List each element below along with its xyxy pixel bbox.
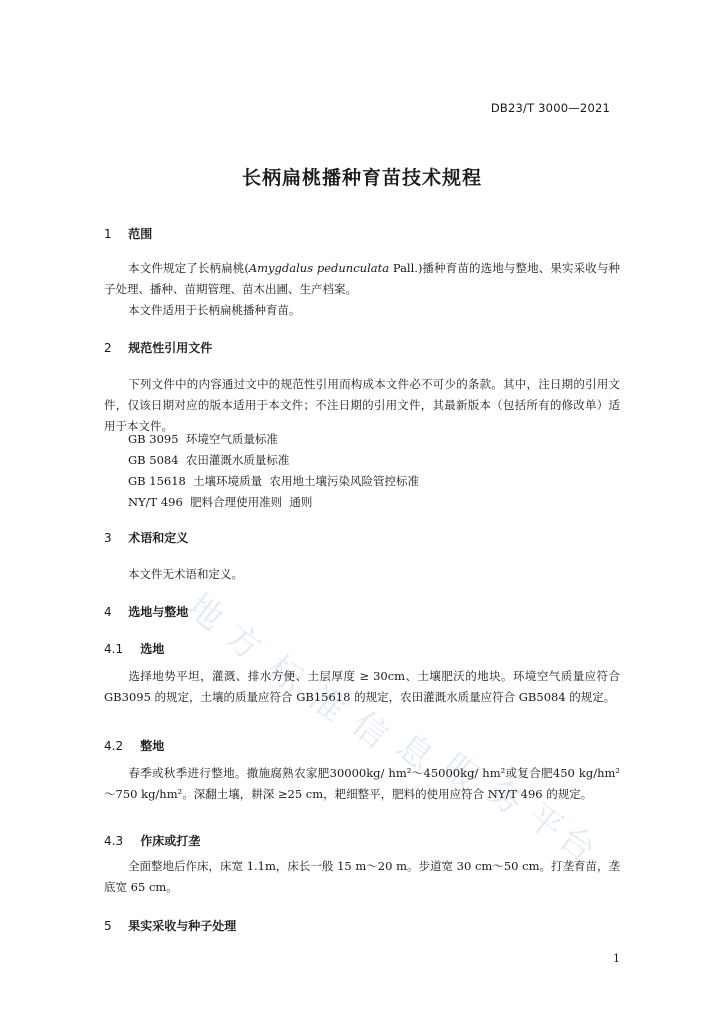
section-title: 果实采收与种子处理	[128, 919, 237, 933]
text-run: 春季或秋季进行整地。撒施腐熟农家肥30000kg/ hm²～45000kg/ hm²或复合肥450 kg/hm²～750 kg/hm²。深翻土壤，耕深 ≥25 cm，耙细整平，肥料的使用应符合 NY/T 496 的规定。	[104, 766, 620, 801]
text-run: 选择地势平坦，灌溉、排水方便、土层厚度 ≥ 30cm、土壤肥沃的地块。环境空气质量应符合 GB3095 的规定，土壤的质量应符合 GB15618 的规定，农田灌溉水质量应符合 GB5084 的规定。	[104, 669, 620, 704]
watermark-char: 信	[344, 704, 396, 757]
section-heading	[104, 339, 212, 356]
subsection-number: 4.1	[104, 642, 124, 656]
section-title: 规范性引用文件	[128, 341, 213, 355]
watermark-char: 平	[519, 796, 571, 849]
section-number: 2	[104, 341, 112, 355]
subsection-number: 4.3	[104, 834, 124, 848]
paragraph	[104, 666, 620, 708]
text-run: 本文件规定了长柄扁桃(	[128, 261, 249, 275]
section-number: 1	[104, 227, 112, 241]
section-title: 术语和定义	[128, 531, 189, 545]
paragraph	[104, 856, 620, 898]
section-heading	[104, 529, 188, 546]
paragraph	[104, 374, 620, 437]
subsection-title: 整地	[140, 739, 165, 753]
paragraph	[104, 763, 620, 805]
latin-name: Amygdalus pedunculata	[248, 261, 390, 275]
text-run: Pall.)播种育苗的选地与整地、果实采收与种子处理、播种、苗期管理、苗木出圃、生产档案。	[104, 261, 620, 296]
watermark-char: 方	[217, 616, 269, 669]
watermark-char: 地	[179, 586, 231, 639]
section-number: 3	[104, 531, 112, 545]
text-run: 本文件适用于长柄扁桃播种育苗。	[128, 303, 301, 317]
subsection-number: 4.2	[104, 739, 124, 753]
watermark-char: 标	[259, 648, 311, 701]
subsection-title: 作床或打垄	[140, 834, 201, 848]
reference-item: GB 5084 农田灌溉水质量标准	[128, 453, 290, 467]
watermark-char: 服	[434, 746, 486, 799]
watermark	[179, 585, 610, 871]
watermark-char: 息	[389, 726, 441, 779]
text-run: 本文件无术语和定义。	[128, 567, 243, 581]
paragraph	[104, 258, 620, 300]
subsection-title: 选地	[140, 642, 165, 656]
watermark-char: 台	[551, 818, 603, 871]
section-heading	[104, 225, 152, 242]
section-title: 选地与整地	[128, 605, 189, 619]
subsection-heading	[104, 737, 164, 754]
section-heading	[104, 603, 188, 620]
reference-item: NY/T 496 肥料合理使用准则 通则	[128, 495, 313, 509]
paragraph	[104, 300, 620, 321]
text-run: 全面整地后作床，床宽 1.1m，床长一般 15 m～20 m。步道宽 30 cm～50 cm。打垄育苗，垄底宽 65 cm。	[104, 859, 620, 894]
reference-item: GB 15618 土壤环境质量 农用地土壤污染风险管控标准	[128, 474, 419, 488]
reference-item: GB 3095 环境空气质量标准	[128, 432, 278, 446]
subsection-heading	[104, 832, 200, 849]
page-number: 1	[613, 952, 620, 965]
subsection-heading	[104, 640, 164, 657]
section-title: 范围	[128, 227, 153, 241]
watermark-char: 务	[479, 771, 531, 824]
section-number: 5	[104, 919, 112, 933]
document-code: DB23/T 3000—2021	[490, 101, 610, 115]
document-title: 长柄扁桃播种育苗技术规程	[241, 167, 482, 189]
section-heading	[104, 917, 236, 934]
paragraph	[104, 564, 620, 585]
text-run: 下列文件中的内容通过文中的规范性引用而构成本文件必不可少的条款。其中，注日期的引用文件，仅该日期对应的版本适用于本文件；不注日期的引用文件，其最新版本（包括所有的修改单）适用于本文件。	[104, 377, 620, 433]
section-number: 4	[104, 605, 112, 619]
watermark-char: 准	[301, 678, 353, 731]
